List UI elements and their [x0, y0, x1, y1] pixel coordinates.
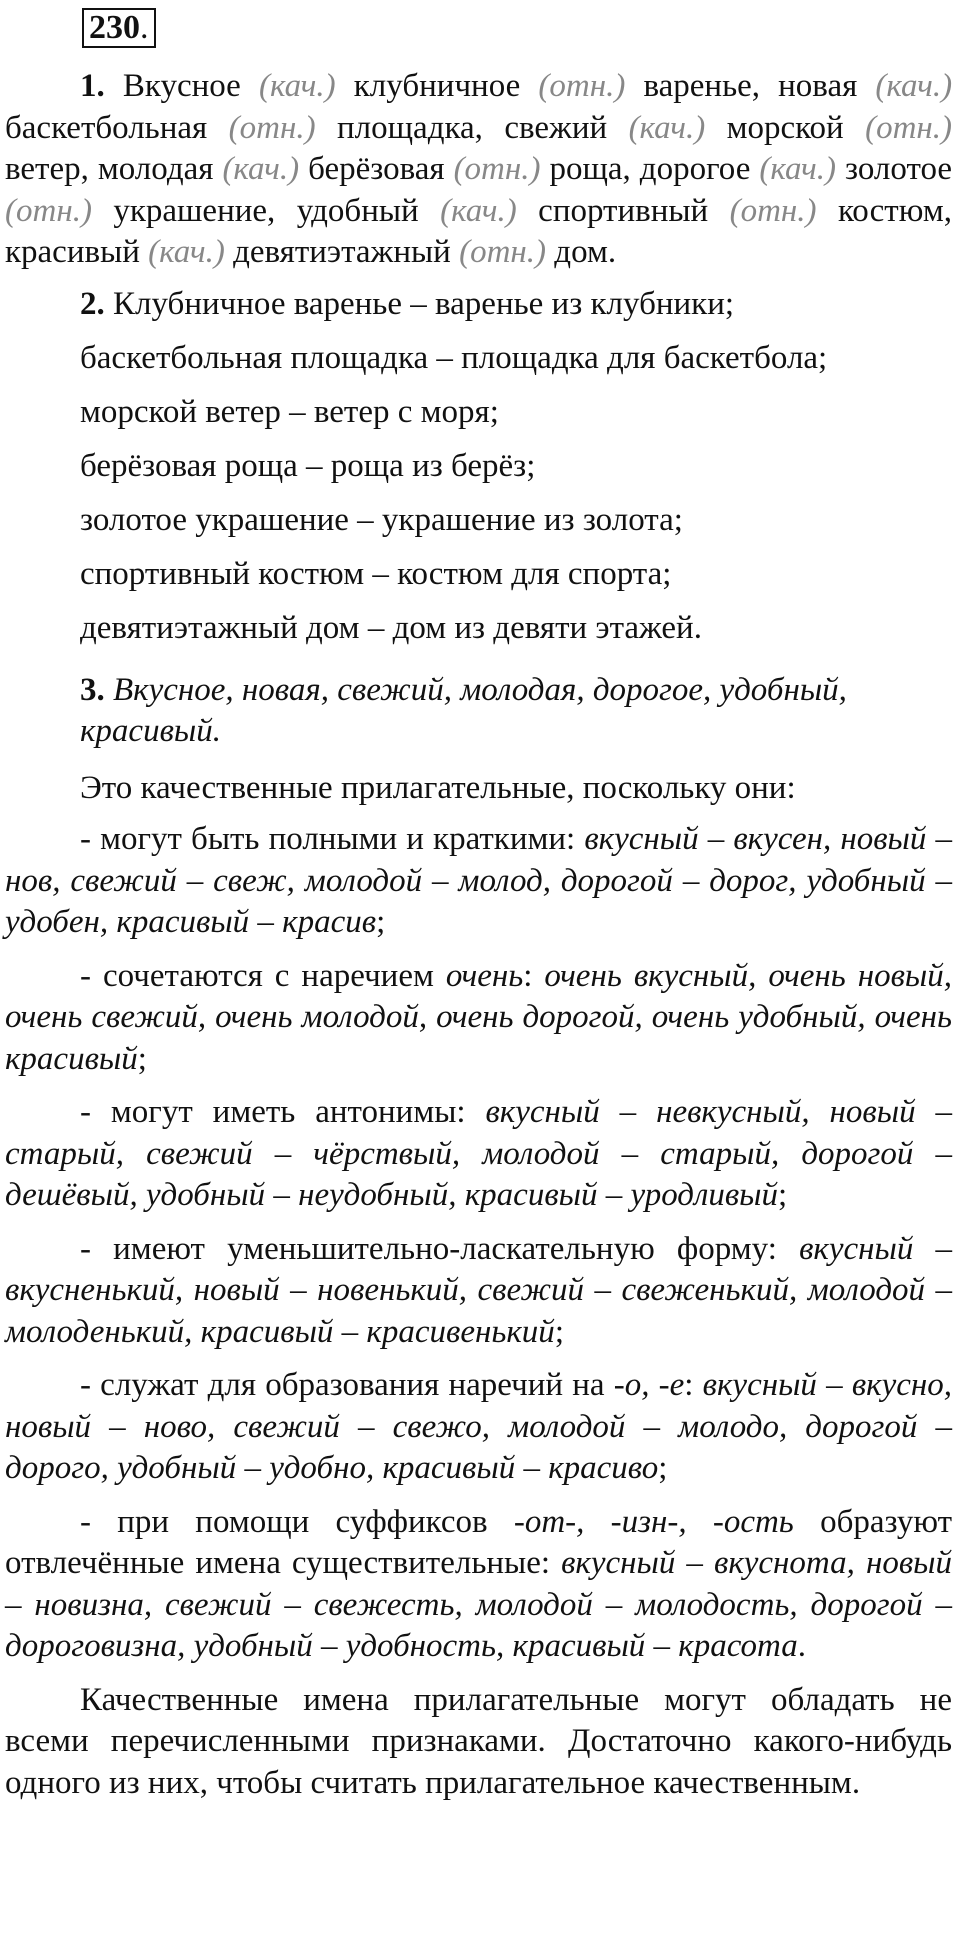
adjective-type-mark: (отн.): [5, 192, 92, 229]
property-text: ;: [658, 1450, 668, 1486]
section-1-body: [5, 68, 952, 270]
adjective-type-mark: (кач.): [759, 151, 837, 187]
example-text: вкусный – вкусен, новый – нов, свежий – свеж, молодой – молод, дорогой – дорог, удобный – удобен, красивый – красив: [5, 821, 952, 940]
conclusion-paragraph: Качественные имена прилагательные могут обладать не всеми перечисленными признаками. Достаточно какого-нибудь одного из них, чтобы считать прилагательное качественным.: [5, 1681, 952, 1801]
section-1-word: клубничное: [353, 68, 521, 104]
section-1-word: украшение, удобный: [113, 192, 419, 229]
adjective-type-mark: (отн.): [538, 68, 626, 104]
pair-text: берёзовая роща – роща из берёз;: [80, 447, 536, 484]
section-1-word: площадка, свежий: [337, 109, 608, 146]
pair-text: девятиэтажный дом – дом из девяти этажей.: [80, 609, 702, 646]
task-number: 230: [89, 9, 140, 46]
property-paragraph: [5, 1092, 952, 1217]
example-text: очень: [445, 957, 524, 994]
example-text: вкусный – невкусный, новый – старый, свежий – чёрствый, молодой – старый, дорогой – дешёвый, удобный – неудобный, красивый – уродливый: [5, 1094, 952, 1213]
property-text: :: [684, 1367, 703, 1403]
property-text: ;: [554, 1313, 564, 1350]
adjective-type-mark: (кач.): [875, 68, 953, 104]
property-text: :: [523, 957, 545, 994]
adjective-type-mark: (кач.): [628, 109, 706, 146]
task-number-box: 230.: [82, 8, 156, 48]
property-text: - сочетаются с наречием: [80, 957, 446, 994]
section-1-word: баскетбольная: [5, 109, 208, 146]
adjective-type-mark: (кач.): [222, 151, 300, 187]
adjective-type-mark: (отн.): [729, 192, 817, 229]
section-3-adjectives-line-2: красивый.: [80, 712, 222, 749]
section-1-word: берёзовая: [308, 151, 445, 187]
example-text: -от-, -изн-, -ость: [513, 1503, 794, 1540]
section-2-pair: [5, 500, 952, 542]
property-text: - имеют уменьшительно-ласкательную форму:: [80, 1230, 800, 1267]
section-2: [5, 284, 952, 650]
section-1-word: варенье, новая: [643, 68, 858, 104]
section-2-pair: [5, 608, 952, 650]
section-3-adjectives-line-1: Вкусное, новая, свежий, молодая, дорогое, удобный,: [113, 671, 847, 708]
section-1-word: спортивный: [538, 192, 709, 229]
section-1-word: костюм, красивый: [5, 192, 953, 270]
example-text: -о, -е: [613, 1367, 685, 1403]
property-text: - могут быть полными и краткими:: [80, 821, 585, 857]
adjective-type-mark: (отн.): [228, 109, 316, 146]
section-1-word: морской: [726, 109, 844, 146]
section-3-number: 3.: [80, 671, 105, 708]
section-2-pair: [5, 554, 952, 596]
example-text: вкусный – вкусненький, новый – новенький, свежий – свеженький, молодой – молоденький, красивый – красивенький: [5, 1230, 952, 1350]
section-1-word: роща, дорогое: [549, 151, 751, 187]
section-2-pair: [5, 284, 952, 326]
section-3-intro: Это качественные прилагательные, поскольку они:: [80, 769, 796, 806]
properties-list: [5, 819, 952, 1668]
adjective-type-mark: (кач.): [258, 68, 336, 104]
example-text: вкусный – вкуснота, новый – новизна, свежий – свежесть, молодой – молодость, дорогой – дороговизна, удобный – удобность, красивый – красота: [5, 1545, 952, 1664]
property-text: образуют отвлечённые имена существительные:: [5, 1503, 953, 1581]
section-2-pair: [5, 446, 952, 488]
section-1-word: дом.: [554, 234, 617, 270]
property-text: - при помощи суффиксов: [80, 1503, 514, 1540]
property-text: ;: [778, 1177, 788, 1213]
example-text: вкусный – вкусно, новый – ново, свежий – свежо, молодой – молодо, дорогой – дорого, удобный – удобно, красивый – красиво: [5, 1367, 952, 1486]
pair-text: спортивный костюм – костюм для спорта;: [80, 555, 672, 592]
section-1-paragraph: [5, 66, 952, 274]
property-paragraph: [5, 1502, 952, 1668]
section-3-heading: [5, 662, 952, 754]
property-paragraph: [5, 956, 952, 1081]
section-1-word: золотое: [845, 151, 952, 187]
section-1-word: Вкусное: [122, 68, 241, 104]
property-text: - могут иметь антонимы:: [80, 1094, 486, 1130]
property-paragraph: [5, 1229, 952, 1354]
section-2-pair: [5, 338, 952, 380]
property-text: - служат для образования наречий на: [80, 1367, 614, 1403]
property-text: ;: [376, 904, 386, 940]
pair-text: морской ветер – ветер с моря;: [80, 393, 499, 430]
section-2-pair: [5, 392, 952, 434]
section-1-number: 1.: [80, 68, 105, 104]
property-text: ;: [137, 1040, 147, 1077]
section-1-word: девятиэтажный: [233, 234, 451, 270]
property-paragraph: [5, 819, 952, 944]
pair-text: баскетбольная площадка – площадка для баскетбола;: [80, 339, 828, 376]
adjective-type-mark: (кач.): [440, 192, 517, 229]
pair-text: золотое украшение – украшение из золота;: [80, 501, 683, 538]
section-2-number: 2.: [80, 285, 105, 322]
adjective-type-mark: (отн.): [453, 151, 541, 187]
adjective-type-mark: (отн.): [865, 109, 953, 146]
adjective-type-mark: (кач.): [148, 234, 225, 270]
example-text: очень вкусный, очень новый, очень свежий, очень молодой, очень дорогой, очень удобный, очень красивый: [5, 957, 953, 1077]
property-paragraph: [5, 1365, 952, 1490]
property-text: .: [797, 1628, 807, 1664]
section-1-word: ветер, молодая: [5, 151, 214, 187]
adjective-type-mark: (отн.): [459, 234, 547, 270]
pair-text: Клубничное варенье – варенье из клубники;: [113, 285, 735, 322]
